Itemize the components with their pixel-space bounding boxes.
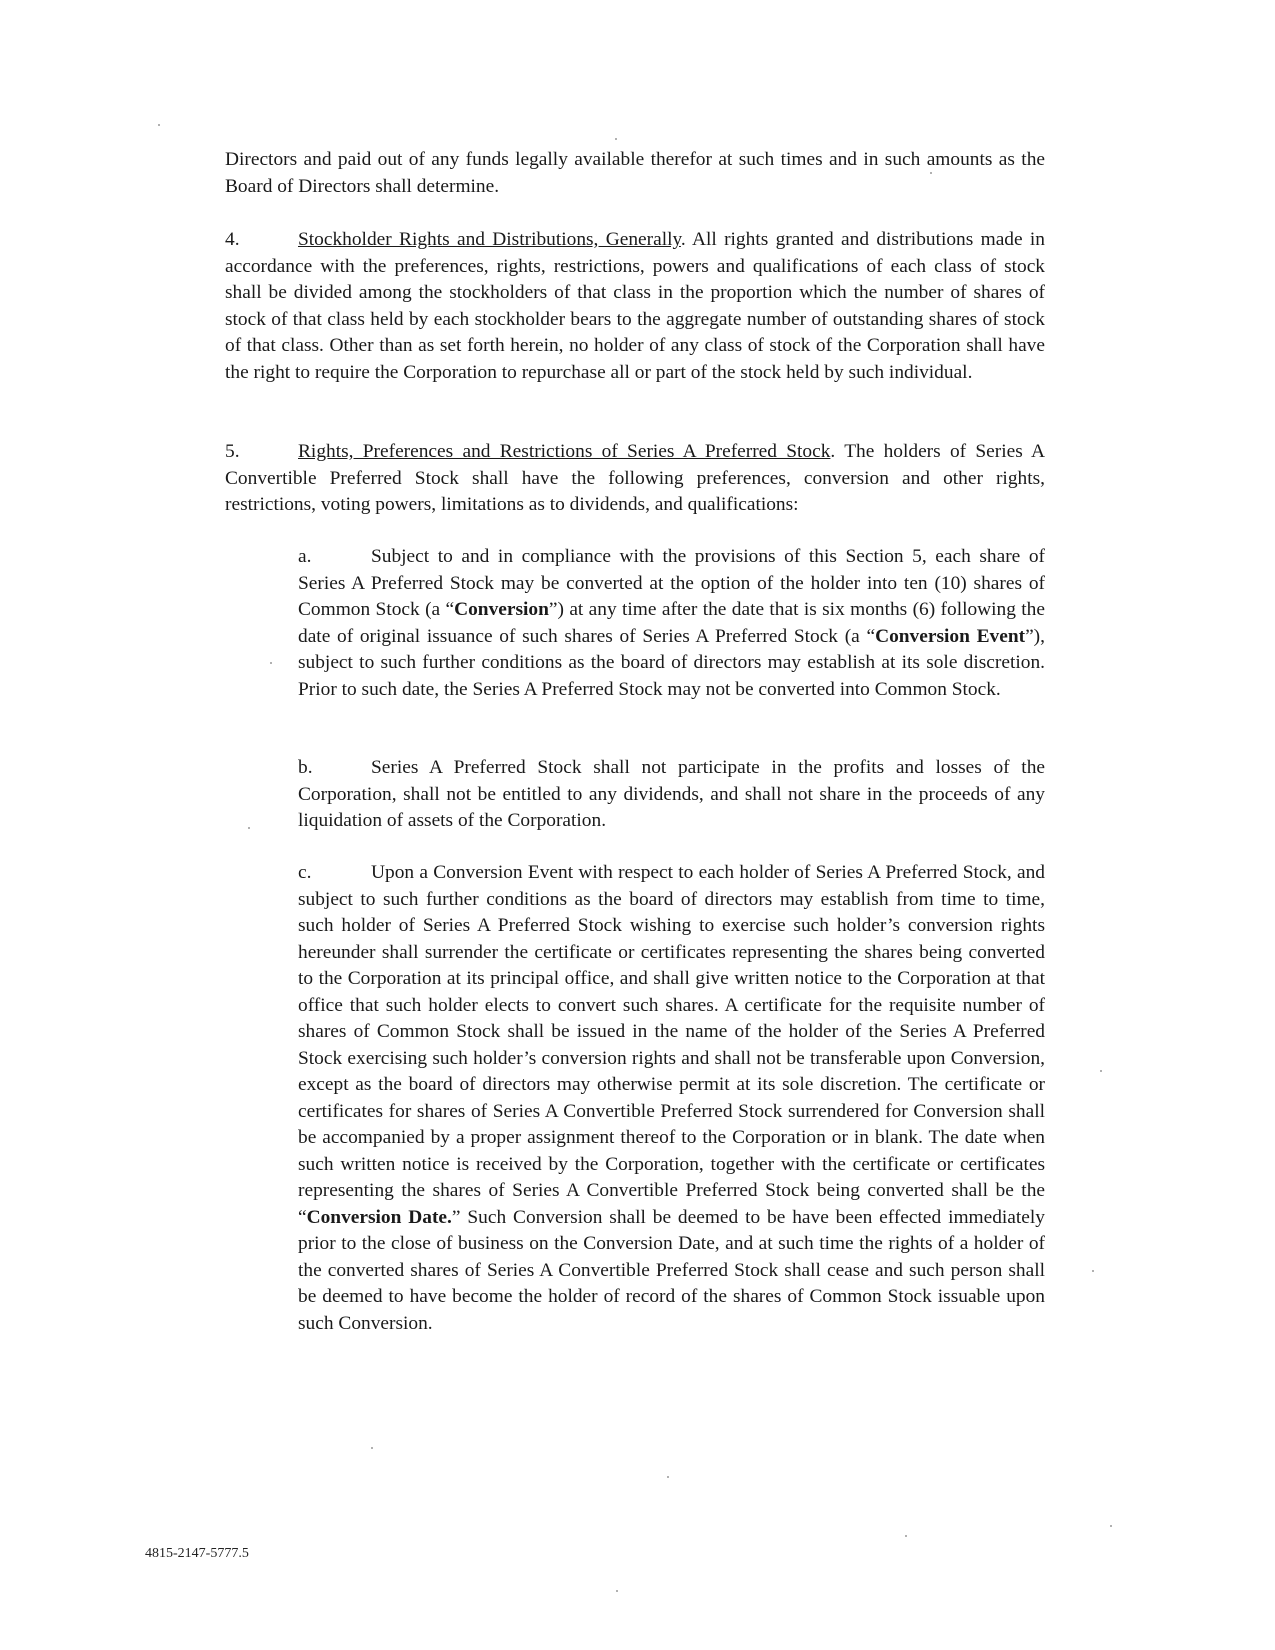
subsection-c-text-2: ” Such Conversion shall be deemed to be have been effected immediately prior to the close of business on the Conversion Date, and at such time the rights of a holder of the converted shares of Series A Convertible Preferred Stock shall cease and such person shall be deemed to have become the holder of record of the shares of Common Stock issuable upon such Conversion. [298,1206,1045,1334]
subsection-c-text-1: Upon a Conversion Event with respect to each holder of Series A Preferred Stock, and subject to such further conditions as the board of directors may establish from time to time, such holder of Series A Preferred Stock wishing to exercise such holder’s conversion rights hereunder shall surrender the certificate or certificates representing the shares being converted to the Corporation at its principal office, and shall give written notice to the Corporation at that office that such holder elects to convert such shares. A certificate for the requisite number of shares of Common Stock shall be issued in the name of the holder of the Series A Preferred Stock exercising such holder’s conversion rights and shall not be transferable upon Conversion, except as the board of directors may otherwise permit at its sole discretion. The certificate or certificates for shares of Series A Convertible Preferred Stock surrendered for Conversion shall be accompanied by a proper assignment thereof to the Corporation or in blank. The date when such written notice is received by the Corporation, together with the certificate or certificates representing the shares of Series A Convertible Preferred Stock being converted shall be the “ [298,862,1045,1228]
scan-speck [615,138,617,140]
scan-speck [1110,1525,1112,1527]
scan-speck [930,172,932,174]
scan-speck [270,662,272,664]
subsection-a-label: a. [298,546,312,567]
scan-speck [248,827,250,829]
subsection-c-paragraph [298,860,1045,1337]
defined-term-conversion-event: Conversion Event [875,625,1026,647]
scan-speck [616,1590,618,1592]
section-4-heading: Stockholder Rights and Distributions, Generally [298,229,681,250]
section-5-number: 5. [225,441,240,462]
subsection-a-text-1: Subject to and in compliance with the provisions of this Section 5, each share of Series A Preferred Stock may be converted at the option of the holder into ten (10) shares of Common Stock (a “ [298,546,1045,620]
section-5-paragraph [225,439,1045,519]
document-id-footer: 4815-2147-5777.5 [145,1546,249,1561]
subsection-b-text: Series A Preferred Stock shall not participate in the profits and losses of the Corporation, shall not be entitled to any dividends, and shall not share in the proceeds of any liquidation of assets of the Corporation. [298,757,1045,831]
subsection-a-paragraph [298,544,1045,703]
scan-speck [158,124,160,126]
defined-term-conversion: Conversion [454,599,549,620]
section-5-heading: Rights, Preferences and Restrictions of Series A Preferred Stock [298,441,831,462]
subsection-b-paragraph [298,755,1045,835]
subsection-a-text-3: ”), subject to such further conditions as the board of directors may establish at its sole discretion. Prior to such date, the Series A Preferred Stock may not be converted into Common Stock. [298,625,1045,700]
subsection-c-label: c. [298,862,312,883]
scan-speck [371,1447,373,1449]
scan-speck [667,1476,669,1478]
continuation-paragraph [225,147,1045,200]
scan-speck [1092,1270,1094,1272]
scan-speck [1100,1070,1102,1072]
subsection-a-text-2: ”) at any time after the date that is six months (6) following the date of original issuance of such shares of Series A Preferred Stock (a “ [298,599,1045,647]
defined-term-conversion-date: Conversion Date. [306,1206,452,1228]
section-4-number: 4. [225,229,240,250]
section-4-body: . All rights granted and distributions made in accordance with the preferences, rights, restrictions, powers and qualifications of each class of stock shall be divided among the stockholders of that class in the proportion which the number of shares of stock of that class held by each stockholder bears to the aggregate number of outstanding shares of stock of that class. Other than as set forth herein, no holder of any class of stock of the Corporation shall have the right to require the Corporation to repurchase all or part of the stock held by such individual. [225,229,1045,383]
section-5-body: . The holders of Series A Convertible Preferred Stock shall have the following preferences, conversion and other rights, restrictions, voting powers, limitations as to dividends, and qualifications: [225,441,1045,515]
continuation-text: Directors and paid out of any funds legally available therefor at such times and in such amounts as the Board of Directors shall determine. [225,149,1045,197]
section-4-paragraph [225,227,1045,386]
scan-speck [905,1535,907,1537]
subsection-b-label: b. [298,757,313,778]
